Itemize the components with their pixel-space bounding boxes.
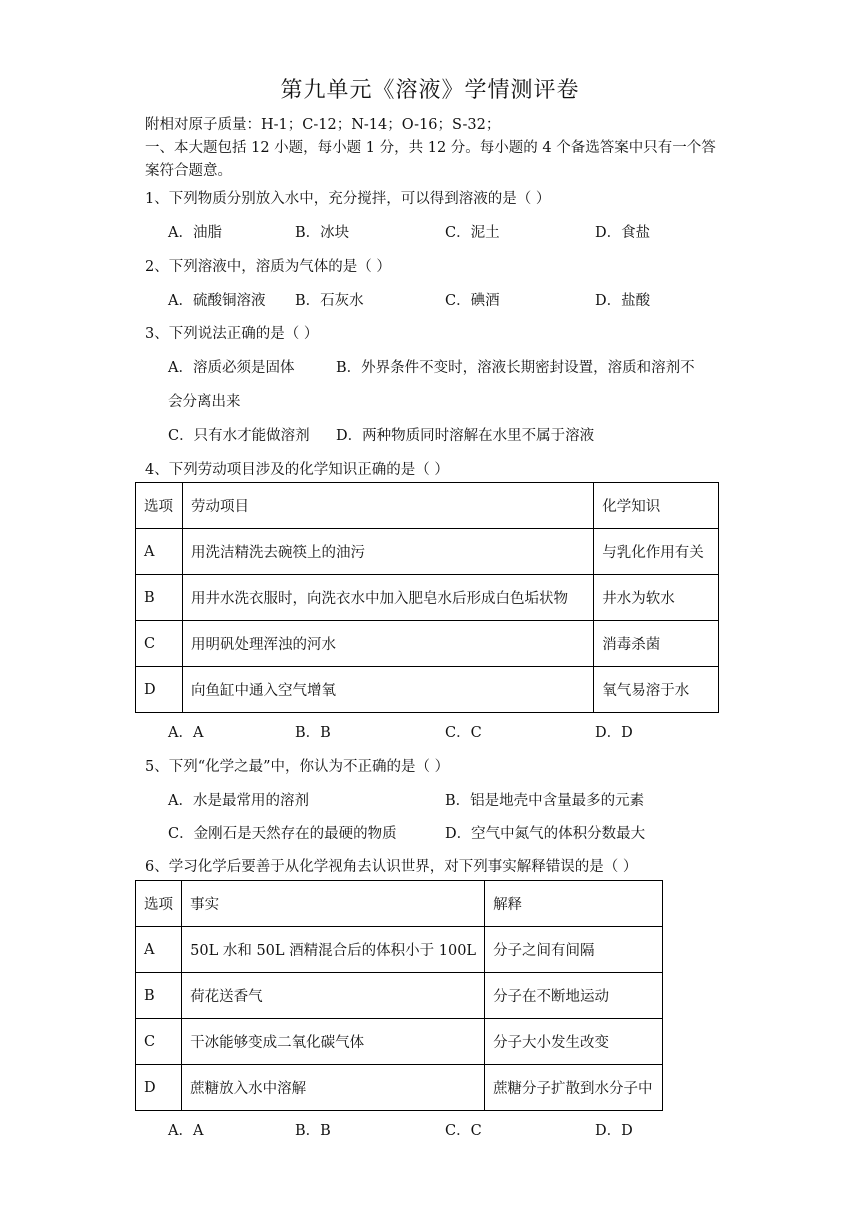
table-cell: D — [136, 667, 183, 713]
table-cell: 50L 水和 50L 酒精混合后的体积小于 100L — [182, 927, 485, 973]
table-row — [136, 575, 719, 621]
table-row — [136, 1019, 663, 1065]
question-4-option-a: A．A — [168, 725, 204, 741]
table-cell: 荷花送香气 — [182, 973, 485, 1019]
question-2-stem: 2、下列溶液中，溶质为气体的是（ ） — [145, 259, 391, 275]
table-cell: D — [136, 1065, 182, 1111]
question-5-option-a: A．水是最常用的溶剂 — [168, 793, 309, 809]
question-6-option-a: A．A — [168, 1123, 204, 1139]
table-header-cell: 选项 — [136, 483, 183, 529]
question-3-option-c: C．只有水才能做溶剂 — [168, 428, 310, 444]
table-cell: 用明矾处理浑浊的河水 — [182, 621, 593, 667]
table-cell: 用井水洗衣服时，向洗衣水中加入肥皂水后形成白色垢状物 — [182, 575, 593, 621]
table-cell: 井水为软水 — [594, 575, 719, 621]
table-header-cell: 事实 — [182, 881, 485, 927]
question-1-option-c: C．泥土 — [445, 225, 500, 241]
table-header-cell: 选项 — [136, 881, 182, 927]
question-4-option-d: D．D — [595, 725, 633, 741]
question-2-option-c: C．碘酒 — [445, 293, 500, 309]
question-6-table — [135, 880, 663, 1111]
section-instruction-line1: 一、本大题包括 12 小题，每小题 1 分，共 12 分。每小题的 4 个备选答案中只有一个答 — [145, 140, 716, 156]
question-6-option-b: B．B — [295, 1123, 331, 1139]
table-row — [136, 927, 663, 973]
table-cell: 干冰能够变成二氧化碳气体 — [182, 1019, 485, 1065]
question-1-option-b: B．冰块 — [295, 225, 350, 241]
table-cell: 氧气易溶于水 — [594, 667, 719, 713]
table-row — [136, 1065, 663, 1111]
question-6-option-d: D．D — [595, 1123, 633, 1139]
table-cell: C — [136, 621, 183, 667]
table-cell: 蔗糖分子扩散到水分子中 — [485, 1065, 663, 1111]
question-5-option-c: C．金刚石是天然存在的最硬的物质 — [168, 826, 397, 842]
table-header-row — [136, 483, 719, 529]
atomic-mass-note: 附相对原子质量：H-1；C-12；N-14；O-16；S-32； — [145, 117, 501, 133]
question-1-option-a: A．油脂 — [168, 225, 222, 241]
question-3-option-b-line2: 会分离出来 — [168, 394, 241, 410]
table-cell: 分子在不断地运动 — [485, 973, 663, 1019]
question-4-table — [135, 482, 719, 713]
table-cell: 与乳化作用有关 — [594, 529, 719, 575]
table-cell: B — [136, 973, 182, 1019]
question-5-option-d: D．空气中氮气的体积分数最大 — [445, 826, 646, 842]
table-row — [136, 621, 719, 667]
question-6-stem: 6、学习化学后要善于从化学视角去认识世界，对下列事实解释错误的是（ ） — [145, 859, 638, 875]
table-header-cell: 化学知识 — [594, 483, 719, 529]
table-cell: 用洗洁精洗去碗筷上的油污 — [182, 529, 593, 575]
table-cell: A — [136, 529, 183, 575]
table-row — [136, 529, 719, 575]
question-6-option-c: C．C — [445, 1123, 482, 1139]
table-cell: A — [136, 927, 182, 973]
question-2-option-b: B．石灰水 — [295, 293, 364, 309]
question-3-option-b-line1: B．外界条件不变时，溶液长期密封设置，溶质和溶剂不 — [336, 360, 695, 376]
table-row — [136, 973, 663, 1019]
question-3-option-d: D．两种物质同时溶解在水里不属于溶液 — [336, 428, 595, 444]
question-1-stem: 1、下列物质分别放入水中，充分搅拌，可以得到溶液的是（ ） — [145, 191, 551, 207]
question-3-stem: 3、下列说法正确的是（ ） — [145, 326, 319, 342]
table-cell: C — [136, 1019, 182, 1065]
table-cell: 消毒杀菌 — [594, 621, 719, 667]
question-4-option-b: B．B — [295, 725, 331, 741]
page-title: 第九单元《溶液》学情测评卷 — [280, 78, 580, 103]
question-2-option-d: D．盐酸 — [595, 293, 651, 309]
question-2-option-a: A．硫酸铜溶液 — [168, 293, 266, 309]
table-cell: B — [136, 575, 183, 621]
question-5-option-b: B．铝是地壳中含量最多的元素 — [445, 793, 645, 809]
question-5-stem: 5、下列“化学之最”中，你认为不正确的是（ ） — [145, 759, 450, 775]
table-cell: 分子之间有间隔 — [485, 927, 663, 973]
table-header-row — [136, 881, 663, 927]
table-row — [136, 667, 719, 713]
question-1-option-d: D．食盐 — [595, 225, 651, 241]
table-cell: 向鱼缸中通入空气增氧 — [182, 667, 593, 713]
table-header-cell: 解释 — [485, 881, 663, 927]
question-4-option-c: C．C — [445, 725, 482, 741]
question-3-option-a: A．溶质必须是固体 — [168, 360, 295, 376]
table-header-cell: 劳动项目 — [182, 483, 593, 529]
table-cell: 蔗糖放入水中溶解 — [182, 1065, 485, 1111]
table-cell: 分子大小发生改变 — [485, 1019, 663, 1065]
section-instruction-line2: 案符合题意。 — [145, 163, 232, 179]
question-4-stem: 4、下列劳动项目涉及的化学知识正确的是（ ） — [145, 462, 449, 478]
